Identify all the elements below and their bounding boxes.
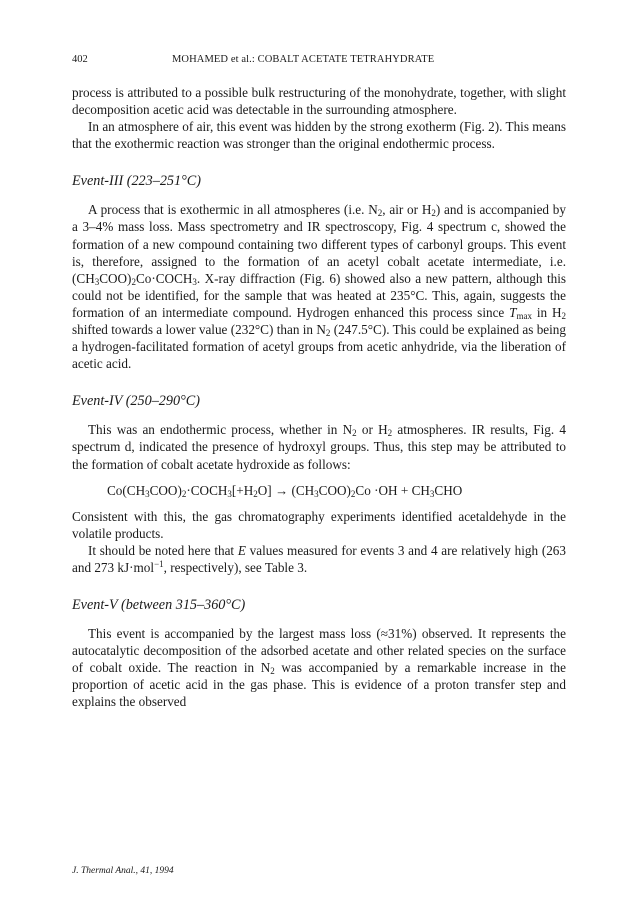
paragraph-acetaldehyde: Consistent with this, the gas chromatography experiments identified acetaldehyde in the volatile products. [72,508,566,541]
paragraph-air-atmosphere: In an atmosphere of air, this event was hidden by the strong exotherm (Fig. 2). This means that the exothermic reaction was stronger than the original endothermic process. [72,119,566,152]
paragraph-event-iv: This was an endothermic process, whether in $N_2$ or $H_2$ atmospheres. IR results, Fig. 4 spectrum d, indicated the presence of hydroxyl groups. Thus, this step may be attributed to the formation of cobalt acetate hydroxide as follows: [72,422,566,472]
running-head [72,54,566,68]
paragraph-continuation: process is attributed to a possible bulk restructuring of the monohydrate, together, with slight decomposition acetic acid was detectable in the surrounding atmosphere. [72,85,566,118]
paragraph-activation-energy: It should be noted here that E values measured for events 3 and 4 are relatively high (263 and 273 kJ·mol$^{-1}$, respectively), see Table 3. [72,542,566,575]
section-heading-event-v: Event-V (between 315–360°C) [72,596,246,613]
section-heading-event-iv: Event-IV (250–290°C) [72,393,200,410]
paragraph-event-iii: A process that is exothermic in all atmospheres (i.e. $N_2$, air or $H_2$) and is accompanied by a 3–4% mass loss. Mass spectrometry and IR spectroscopy, Fig. 4 spectrum c, showed the formation of a new compound containing two different types of carbonyl groups. This event is, therefore, assigned to the formation of an acetyl cobalt acetate intermediate, i.e. $(CH_3COO)_2Co\cdot COCH_3$. X-ray diffraction (Fig. 6) showed also a new pattern, although this could not be identified, for the sample that was heated at 235°C. This, again, suggests the formation of an intermediate compound. Hydrogen enhanced this process since $T_{max}$ in $H_2$ shifted towards a lower value (232°C) than in $N_2$ (247.5°C). This could be explained as being a hydrogen-facilitated formation of acetyl groups from acetic anhydride, via the liberation of acetic acid. [72,202,567,372]
page-number: 402 [72,54,88,65]
reaction-equation: $Co(CH_3COO)_2\cdot COCH_3[+H_2O] \to (CH_3COO)_2Co \cdot OH + CH_3CHO$ [107,482,463,499]
paragraph-event-v: This event is accompanied by the largest mass loss (≈31%) observed. It represents the autocatalytic decomposition of the adsorbed acetate and other related species on the surface of cobalt oxide. The reaction in $N_2$ was accompanied by a remarkable increase in the proportion of acetic acid in the gas phase. This is evidence of a proton transfer step and explains the observed [72,625,566,710]
section-heading-event-iii: Event-III (223–251°C) [72,173,201,190]
running-title: MOHAMED et al.: COBALT ACETATE TETRAHYDRATE [172,54,435,65]
article-body [72,84,566,710]
journal-footer: J. Thermal Anal., 41, 1994 [72,866,174,876]
